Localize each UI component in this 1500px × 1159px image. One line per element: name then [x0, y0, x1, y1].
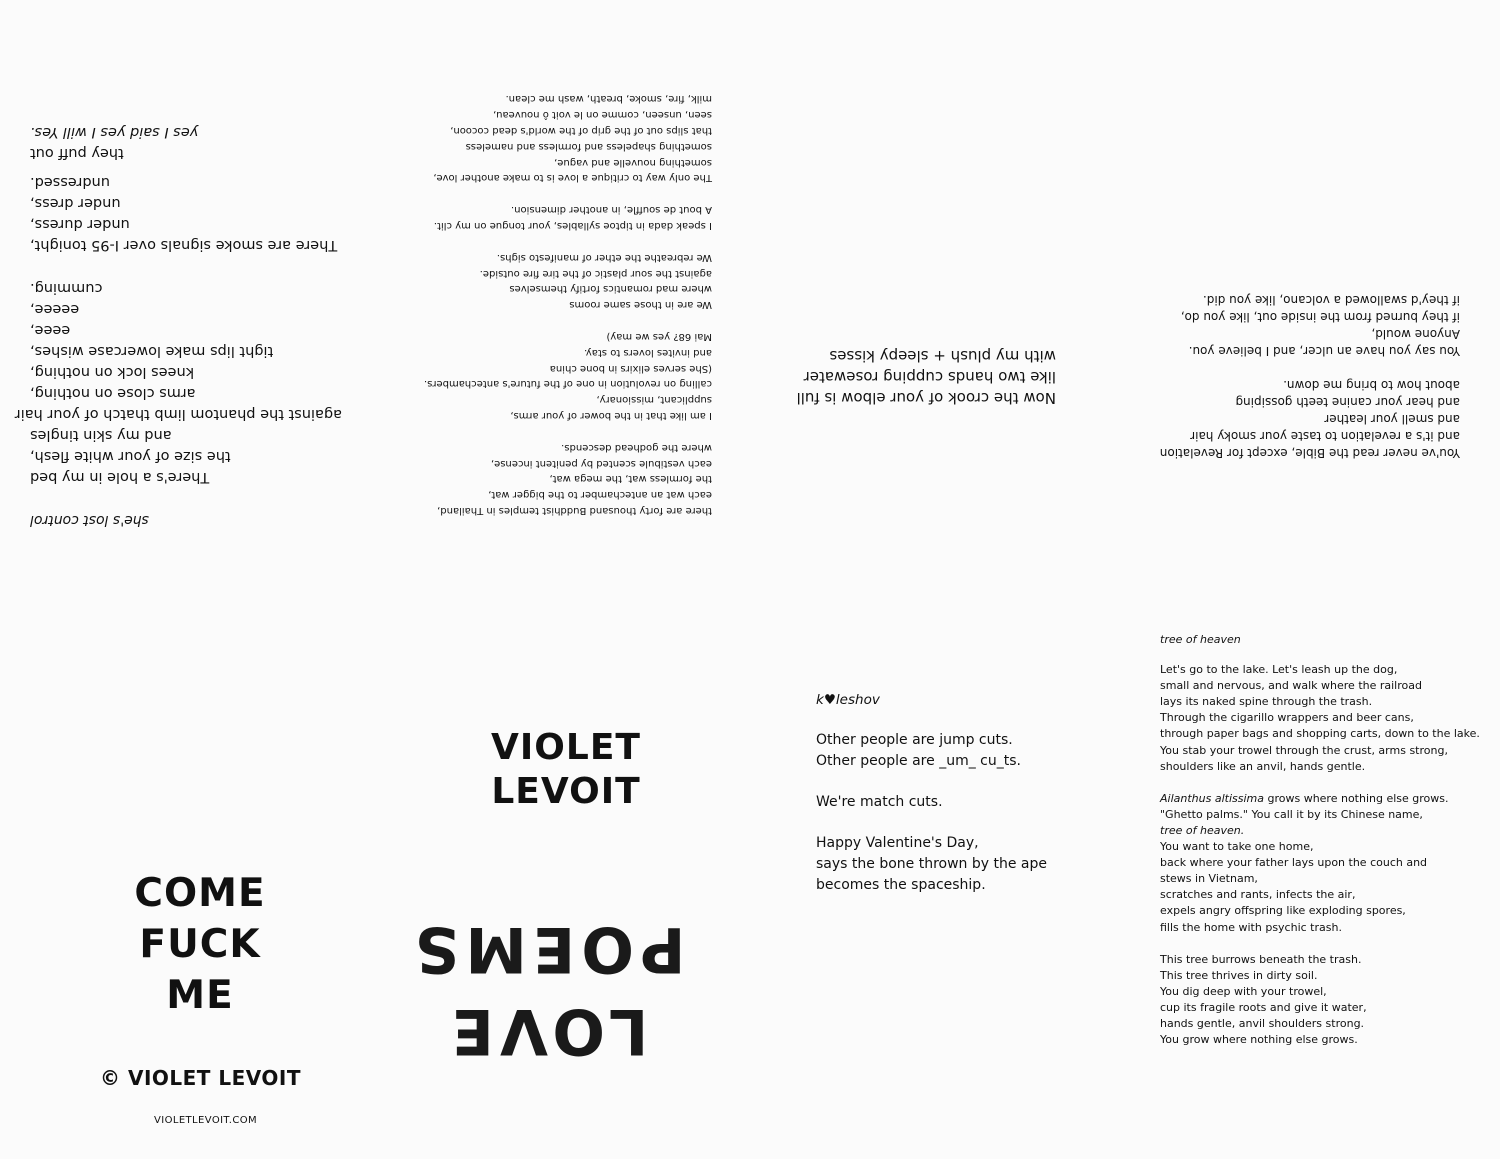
poem-line: and invites lovers to stay. — [584, 346, 712, 358]
poem-line: stews in Vietnam, — [1160, 872, 1258, 886]
poem-line: something shapeless and formless and nameless — [465, 140, 712, 152]
cover-title-line: FUCK — [139, 922, 261, 967]
poem-line: about how to bring me down. — [1283, 378, 1460, 392]
cover-title-line: ME — [166, 973, 234, 1018]
love-poems-title — [395, 904, 699, 1072]
cover-title-line: COME — [134, 871, 266, 916]
poem-line: This tree thrives in dirty soil. — [1160, 968, 1318, 982]
poem-line: they puff out — [30, 145, 124, 161]
poem-line: Other people are _um_ cu_ts. — [816, 753, 1021, 769]
poem-line: eeeee, — [30, 301, 80, 317]
poem-line: that slips out of the grip of the world's dead cocoon, — [450, 125, 712, 137]
poem-line: against the sour plastic of the tire fire outside. — [479, 267, 712, 279]
poem-line: small and nervous, and walk where the railroad — [1160, 679, 1422, 693]
poem-line: You've never read the Bible, except for Revelation — [1159, 446, 1460, 460]
poem-line: tight lips make lowercase wishes, — [30, 343, 274, 359]
poem-line: fills the home with psychic trash. — [1160, 920, 1342, 934]
poem-kuleshov — [816, 690, 1116, 896]
poem-title: she's lost control — [30, 512, 149, 528]
cover-title — [90, 868, 310, 1021]
poem-shes-lost-control — [14, 90, 342, 530]
poem-line: I speak dada in tiptoe syllables, your tongue on my clit. — [433, 220, 712, 232]
poem-line: calling on revolution in one of the future's antechambers. — [423, 378, 712, 390]
poem-line: shoulders like an anvil, hands gentle. — [1160, 759, 1366, 773]
poem-crook-of-elbow — [780, 346, 1056, 408]
poem-line: seen, unseen, comme on le voit ô nouveau, — [493, 109, 712, 121]
poem-line: the formless wat, the mega wat, — [549, 473, 712, 485]
poem-tree-of-heaven — [1160, 632, 1480, 1048]
poem-line: and my skin tingles — [30, 427, 172, 443]
poem-title: k♥leshov — [816, 692, 880, 708]
poem-title: tree of heaven — [1160, 633, 1241, 646]
poem-line: and it's a revelation to taste your smoky hair — [1190, 429, 1460, 443]
poem-line: arms close on nothing, — [30, 385, 196, 401]
poem-line: there are forty thousand Buddhist temples in Thailand, — [437, 505, 712, 516]
poem-line: Anyone would, — [1371, 327, 1460, 341]
poem-line: expels angry offspring like exploding spores, — [1160, 904, 1406, 918]
author-name-line: VIOLET — [491, 727, 641, 768]
poem-line: cumming. — [30, 280, 103, 296]
poem-line: I am like that in the bower of your arms, — [510, 410, 712, 422]
poem-line: says the bone thrown by the ape — [816, 856, 1047, 872]
poem-line: where mad romantics fortify themselves — [509, 283, 712, 295]
poem-line — [1160, 791, 1480, 807]
poem-line: something nouvelle and vague, — [554, 156, 712, 168]
poem-line: eeee, — [30, 322, 71, 338]
poem-line: Happy Valentine's Day, — [816, 835, 979, 851]
poem-line: Now the crook of your elbow is full — [796, 389, 1056, 407]
poem-line: We rebreathe the ether of manifesto sighs. — [496, 251, 712, 263]
poem-line: You dig deep with your trowel, — [1160, 984, 1327, 998]
poem-line: lays its naked spine through the trash. — [1160, 695, 1373, 709]
poem-line: This tree burrows beneath the trash. — [1160, 952, 1362, 966]
poem-buddhist-temples — [400, 78, 712, 518]
website-url: VIOLETLEVOIT.COM — [154, 1115, 258, 1126]
poem-line: There are smoke signals over I-95 tonight, — [30, 237, 338, 253]
poem-line: if they burned from the inside out, like you do, — [1180, 310, 1460, 324]
poem-line: You stab your trowel through the crust, arms strong, — [1160, 743, 1448, 757]
poem-line — [1160, 823, 1480, 839]
poem-line: (She serves elixirs in bone china — [549, 362, 712, 374]
poem-line: with my plush + sleepy kisses — [829, 347, 1056, 365]
species-name: Ailanthus altissima — [1160, 791, 1264, 805]
poem-line: You grow where nothing else grows. — [1160, 1033, 1358, 1047]
poem-line: supplicant, missionary, — [596, 394, 712, 406]
poem-line: knees lock on nothing, — [30, 364, 195, 380]
poem-revelation — [1160, 276, 1460, 461]
poem-line: against the phantom limb thatch of your hair — [14, 406, 342, 422]
poem-line: Through the cigarillo wrappers and beer cans, — [1160, 711, 1414, 725]
poem-line: back where your father lays upon the couch and — [1160, 856, 1428, 870]
poem-line: We're match cuts. — [816, 794, 943, 810]
poem-line: A bout de souffle, in another dimension. — [510, 204, 712, 216]
poem-line: scratches and rants, infects the air, — [1160, 888, 1356, 902]
poem-line: through paper bags and shopping carts, down to the lake. — [1160, 727, 1480, 741]
poem-line: You say you have an ulcer, and I believe you. — [1188, 344, 1460, 358]
poem-line: cup its fragile roots and give it water, — [1160, 1000, 1367, 1014]
author-name — [476, 726, 656, 814]
love-poems-title-line: LOVE — [445, 995, 649, 1068]
tree-name: tree of heaven. — [1160, 823, 1245, 837]
poem-line: The only way to critique a love is to make another love, — [433, 172, 712, 184]
poem-line: undressed. — [30, 174, 110, 190]
poem-line: milk, fire, smoke, breath, wash me clean. — [505, 93, 712, 105]
poem-line: becomes the spaceship. — [816, 877, 986, 893]
poem-line: Other people are jump cuts. — [816, 732, 1013, 748]
poem-line: and hear your canine teeth gossiping — [1235, 395, 1460, 409]
poem-line: under dress, — [30, 195, 121, 211]
poem-line: and smell your leather — [1324, 412, 1460, 426]
poem-line: You want to take one home, — [1160, 840, 1314, 854]
poem-line: There's a hole in my bed — [30, 469, 210, 485]
copyright-notice: © VIOLET LEVOIT — [100, 1066, 302, 1090]
poem-line: where the godhead descends. — [561, 441, 712, 453]
poem-line: each vestibule scented by penitent incense, — [490, 457, 712, 469]
poem-line-rest: grows where nothing else grows. — [1263, 791, 1449, 805]
poem-line: yes I said yes I will Yes. — [30, 124, 199, 140]
poem-line: each wat an antechamber to the bigger wat, — [488, 489, 712, 501]
author-name-line: LEVOIT — [491, 771, 641, 812]
poem-line: if they'd swallowed a volcano, like you did. — [1202, 293, 1460, 307]
poem-line: Let's go to the lake. Let's leash up the dog, — [1160, 663, 1398, 677]
poem-line: "Ghetto palms." You call it by its Chinese name, — [1160, 807, 1423, 821]
poem-line: the size of your white flesh, — [30, 448, 231, 464]
poem-line: like two hands cupping rosewater — [803, 368, 1056, 386]
poem-line: under duress, — [30, 216, 130, 232]
love-poems-title-line: POEMS — [408, 913, 686, 986]
poem-line: hands gentle, anvil shoulders strong. — [1160, 1016, 1365, 1030]
poem-line: We are in those same rooms — [569, 299, 712, 311]
poem-line: Mai 68? yes we may) — [606, 331, 712, 343]
